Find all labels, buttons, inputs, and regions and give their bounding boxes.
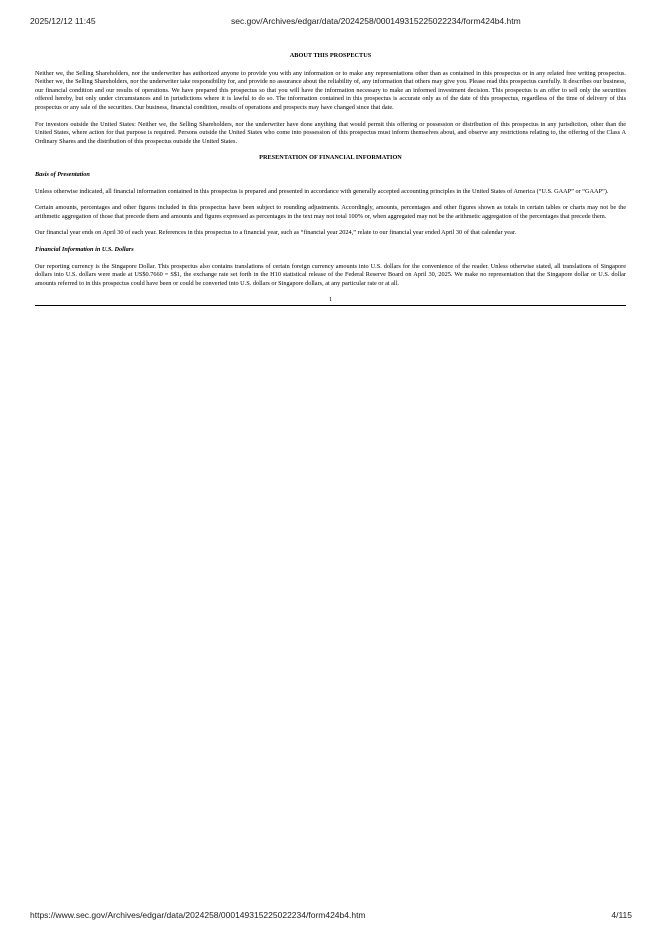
section-title-financial-information: PRESENTATION OF FINANCIAL INFORMATION	[259, 154, 402, 162]
document-body	[35, 52, 626, 306]
paragraph-financial-year: Our financial year ends on April 30 of each year. References in this prospectus to a financial year, such as “financial year 2024,” relate to our financial year ended April 30 of that calendar year.	[35, 229, 517, 237]
paragraph-reporting-currency: Our reporting currency is the Singapore Dollar. This prospectus also contains translations of certain foreign currency amounts into U.S. dollars for the convenience of the reader. Unless otherwise stated, all translations of Singapore dollars into U.S. dollars were made at US$0.7660 = S$1, the exchange rate set forth in the H10 statistical release of the Federal Reserve Board on April 30, 2025. We make no representation that the Singapore dollar or U.S. dollar amounts referred to in this prospectus could have been or could be converted into U.S. dollars or Singapore dollars, at any particular rate or at all.	[35, 262, 626, 287]
print-header	[0, 16, 662, 28]
section-title-about-prospectus: ABOUT THIS PROSPECTUS	[289, 52, 372, 59]
print-header-url: sec.gov/Archives/edgar/data/2024258/000149315225022234/form424b4.htm	[231, 16, 521, 26]
subheading-financial-info-usd: Financial Information in U.S. Dollars	[35, 245, 134, 253]
page-divider	[35, 305, 626, 306]
paragraph-gaap: Unless otherwise indicated, all financial information contained in this prospectus is prepared and presented in accordance with generally accepted accounting principles in the United States of America (“U.S. GAAP” or “GAAP”).	[35, 187, 609, 195]
print-timestamp: 2025/12/12 11:45	[30, 16, 96, 26]
paragraph-rounding: Certain amounts, percentages and other figures included in this prospectus have been subject to rounding adjustments. Accordingly, amounts, percentages and other figures shown as totals in certain tables or charts may not be the arithmetic aggregation of those that precede them and amounts and figures expressed as percentages in the text may not total 100% or, when aggregated may not be the arithmetic aggregation of the percentages that precede them.	[35, 204, 626, 220]
print-footer	[0, 910, 662, 922]
paragraph-authorization: Neither we, the Selling Shareholders, nor the underwriter has authorized anyone to provide you with any information or to make any representations other than as contained in this prospectus or in any related free writing prospectus. Neither we, the Selling Shareholders, nor the underwriter take responsibility for, and provide no assurance about the reliability of, any information that others may give you. Please read this prospectus carefully. It describes our business, our financial condition and our results of operations. We have prepared this prospectus so that you will have the information necessary to make an informed investment decision. This prospectus is an offer to sell only the securities offered hereby, but only under circumstances and in jurisdictions where it is lawful to do so. The information contained in this prospectus is accurate only as of the date of this prospectus, regardless of the time of delivery of this prospectus or any sale of the securities. Our business, financial condition, results of operations and prospects may have changed since that date.	[35, 69, 626, 111]
page-number: 1	[328, 296, 333, 304]
paragraph-investors-outside-us: For investors outside the United States: Neither we, the Selling Shareholders, nor the underwriter have done anything that would permit this offering or possession or distribution of this prospectus in any jurisdiction, other than the United States, where action for that purpose is required. Persons outside the United States who come into possession of this prospectus must inform themselves about, and observe any restrictions relating to, the offering of the Class A Ordinary Shares and the distribution of this prospectus outside the United States.	[35, 120, 626, 145]
subheading-basis-of-presentation: Basis of Presentation	[35, 170, 90, 178]
print-footer-url: https://www.sec.gov/Archives/edgar/data/2024258/000149315225022234/form424b4.htm	[30, 910, 366, 920]
print-page-counter: 4/115	[611, 910, 632, 920]
